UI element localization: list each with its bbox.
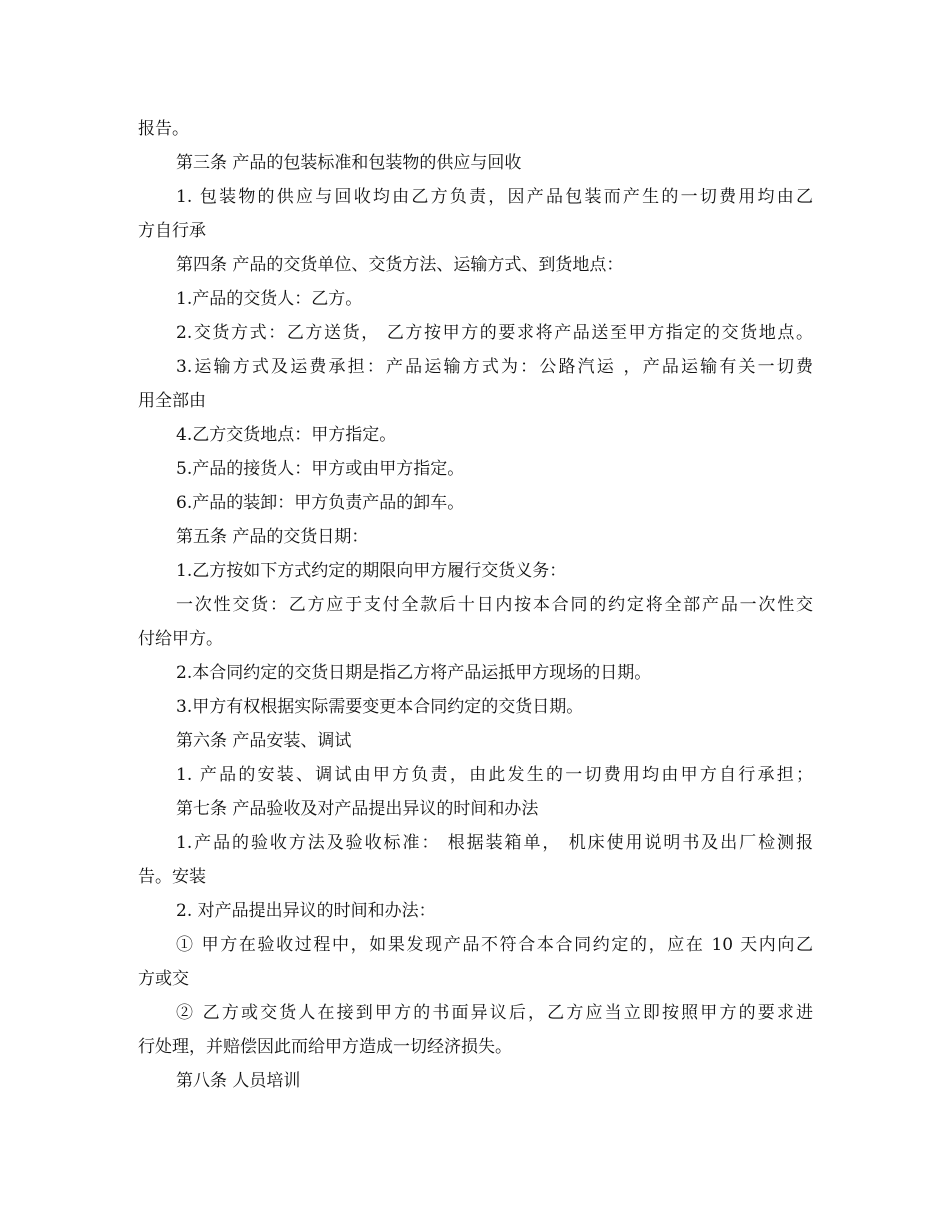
document-line-text: 1.产品的验收方法及验收标准： 根据装箱单， 机床使用说明书及出厂检测报 <box>176 833 813 853</box>
document-line-text: 3.甲方有权根据实际需要变更本合同约定的交货日期。 <box>176 697 584 717</box>
document-line <box>138 520 813 554</box>
document-line-text: ② 乙方或交货人在接到甲方的书面异议后，乙方应当立即按照甲方的要求进 <box>176 1003 813 1023</box>
document-line-text: 第八条 人员培训 <box>176 1071 301 1091</box>
document-line <box>138 384 813 418</box>
document-line <box>138 248 813 282</box>
document-body <box>138 112 813 1098</box>
document-line-text: 付给甲方。 <box>138 629 223 649</box>
document-line <box>138 724 813 758</box>
document-line <box>138 146 813 180</box>
document-line <box>138 826 813 860</box>
document-line <box>138 996 813 1030</box>
document-line-text: 第五条 产品的交货日期： <box>176 527 369 547</box>
document-line <box>138 1064 813 1098</box>
document-line-text: 第六条 产品安装、调试 <box>176 731 352 751</box>
document-line-text: 3.运输方式及运费承担：产品运输方式为：公路汽运 ，产品运输有关一切费 <box>176 357 813 377</box>
document-line <box>138 656 813 690</box>
document-line-text: 1.乙方按如下方式约定的期限向甲方履行交货义务： <box>176 561 567 581</box>
document-line <box>138 894 813 928</box>
document-line-text: 告。安装 <box>138 867 206 887</box>
document-line <box>138 350 813 384</box>
document-line-text: 第三条 产品的包装标准和包装物的供应与回收 <box>176 153 522 173</box>
document-line-text: 报告。 <box>138 119 189 139</box>
document-line <box>138 452 813 486</box>
document-line <box>138 112 813 146</box>
document-line <box>138 588 813 622</box>
document-line-text: 1. 包装物的供应与回收均由乙方负责，因产品包装而产生的一切费用均由乙 <box>176 187 813 207</box>
document-line <box>138 1030 813 1064</box>
document-line <box>138 962 813 996</box>
document-line <box>138 214 813 248</box>
document-line <box>138 180 813 214</box>
document-line <box>138 486 813 520</box>
document-line-text: 2.交货方式：乙方送货， 乙方按甲方的要求将产品送至甲方指定的交货地点。 <box>176 323 813 343</box>
document-line-text: 4.乙方交货地点：甲方指定。 <box>176 425 397 445</box>
document-line <box>138 860 813 894</box>
document-line-text: 第四条 产品的交货单位、交货方法、运输方式、到货地点： <box>176 255 624 275</box>
document-line-text: 方自行承 <box>138 221 206 241</box>
document-line-text: ① 甲方在验收过程中，如果发现产品不符合本合同约定的，应在 10 天内向乙 <box>176 935 813 955</box>
document-line-text: 1. 产品的安装、调试由甲方负责，由此发生的一切费用均由甲方自行承担； <box>176 765 813 785</box>
document-line <box>138 554 813 588</box>
document-line <box>138 928 813 962</box>
document-line <box>138 690 813 724</box>
document-line <box>138 622 813 656</box>
document-line-text: 5.产品的接货人：甲方或由甲方指定。 <box>176 459 465 479</box>
document-line-text: 第七条 产品验收及对产品提出异议的时间和办法 <box>176 799 539 819</box>
document-line-text: 行处理，并赔偿因此而给甲方造成一切经济损失。 <box>138 1037 512 1057</box>
document-line <box>138 792 813 826</box>
document-line <box>138 282 813 316</box>
document-line-text: 一次性交货：乙方应于支付全款后十日内按本合同的约定将全部产品一次性交 <box>176 595 813 615</box>
document-line-text: 用全部由 <box>138 391 206 411</box>
document-line-text: 6.产品的装卸：甲方负责产品的卸车。 <box>176 493 465 513</box>
document-line-text: 2.本合同约定的交货日期是指乙方将产品运抵甲方现场的日期。 <box>176 663 652 683</box>
document-line-text: 2. 对产品提出异议的时间和办法： <box>176 901 436 921</box>
document-line-text: 方或交 <box>138 969 189 989</box>
document-line-text: 1.产品的交货人：乙方。 <box>176 289 363 309</box>
document-line <box>138 316 813 350</box>
document-line <box>138 758 813 792</box>
document-line <box>138 418 813 452</box>
